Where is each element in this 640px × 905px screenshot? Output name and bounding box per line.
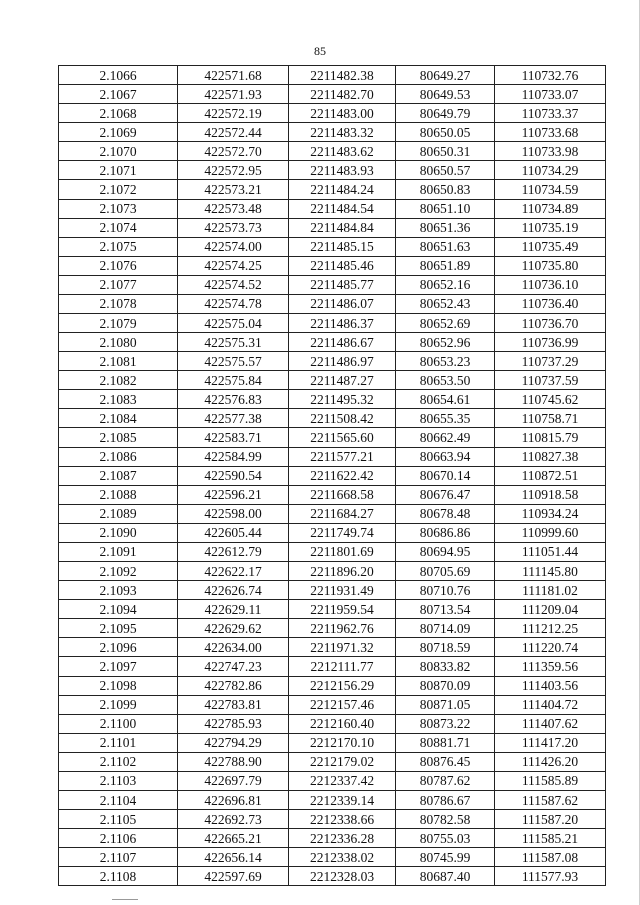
- value-b-cell: 2211896.20: [289, 562, 396, 581]
- value-d-cell: 110872.51: [495, 466, 606, 485]
- value-b-cell: 2211483.62: [289, 142, 396, 161]
- value-d-cell: 111585.21: [495, 829, 606, 848]
- value-b-cell: 2211485.15: [289, 237, 396, 256]
- value-d-cell: 111407.62: [495, 714, 606, 733]
- value-a-cell: 422697.79: [178, 771, 289, 790]
- table-row: [59, 161, 606, 180]
- value-c-cell: 80678.48: [396, 504, 495, 523]
- value-b-cell: 2211801.69: [289, 542, 396, 561]
- value-d-cell: 111587.08: [495, 848, 606, 867]
- value-a-cell: 422575.04: [178, 314, 289, 333]
- value-d-cell: 111181.02: [495, 581, 606, 600]
- value-b-cell: 2212111.77: [289, 657, 396, 676]
- table-row: [59, 199, 606, 218]
- value-c-cell: 80651.36: [396, 218, 495, 237]
- value-a-cell: 422596.21: [178, 485, 289, 504]
- value-c-cell: 80652.69: [396, 314, 495, 333]
- value-b-cell: 2211485.77: [289, 275, 396, 294]
- table-row: [59, 352, 606, 371]
- value-a-cell: 422575.57: [178, 352, 289, 371]
- value-d-cell: 111585.89: [495, 771, 606, 790]
- value-a-cell: 422584.99: [178, 447, 289, 466]
- value-c-cell: 80881.71: [396, 733, 495, 752]
- table-row: [59, 504, 606, 523]
- value-a-cell: 422583.71: [178, 428, 289, 447]
- value-a-cell: 422574.78: [178, 294, 289, 313]
- value-b-cell: 2211486.07: [289, 294, 396, 313]
- point-id-cell: 2.1103: [59, 771, 178, 790]
- value-b-cell: 2211495.32: [289, 390, 396, 409]
- value-c-cell: 80663.94: [396, 447, 495, 466]
- value-c-cell: 80713.54: [396, 600, 495, 619]
- value-d-cell: 110736.99: [495, 333, 606, 352]
- point-id-cell: 2.1093: [59, 581, 178, 600]
- value-d-cell: 111426.20: [495, 752, 606, 771]
- value-a-cell: 422598.00: [178, 504, 289, 523]
- value-a-cell: 422782.86: [178, 676, 289, 695]
- value-a-cell: 422590.54: [178, 466, 289, 485]
- value-b-cell: 2211483.32: [289, 123, 396, 142]
- value-d-cell: 110732.76: [495, 66, 606, 85]
- value-a-cell: 422573.21: [178, 180, 289, 199]
- value-d-cell: 110737.29: [495, 352, 606, 371]
- point-id-cell: 2.1085: [59, 428, 178, 447]
- value-c-cell: 80649.27: [396, 66, 495, 85]
- value-c-cell: 80833.82: [396, 657, 495, 676]
- value-c-cell: 80876.45: [396, 752, 495, 771]
- value-d-cell: 110999.60: [495, 523, 606, 542]
- value-d-cell: 110733.07: [495, 85, 606, 104]
- value-d-cell: 110733.37: [495, 104, 606, 123]
- value-a-cell: 422575.31: [178, 333, 289, 352]
- point-id-cell: 2.1100: [59, 714, 178, 733]
- value-c-cell: 80652.96: [396, 333, 495, 352]
- value-b-cell: 2212336.28: [289, 829, 396, 848]
- point-id-cell: 2.1086: [59, 447, 178, 466]
- value-d-cell: 110918.58: [495, 485, 606, 504]
- point-id-cell: 2.1074: [59, 218, 178, 237]
- point-id-cell: 2.1092: [59, 562, 178, 581]
- point-id-cell: 2.1106: [59, 829, 178, 848]
- value-d-cell: 111212.25: [495, 619, 606, 638]
- value-b-cell: 2211484.84: [289, 218, 396, 237]
- value-a-cell: 422574.25: [178, 256, 289, 275]
- point-id-cell: 2.1108: [59, 867, 178, 886]
- value-d-cell: 111404.72: [495, 695, 606, 714]
- value-b-cell: 2211482.70: [289, 85, 396, 104]
- value-d-cell: 110736.10: [495, 275, 606, 294]
- value-d-cell: 111587.20: [495, 810, 606, 829]
- value-c-cell: 80653.50: [396, 371, 495, 390]
- value-c-cell: 80649.79: [396, 104, 495, 123]
- point-id-cell: 2.1091: [59, 542, 178, 561]
- point-id-cell: 2.1095: [59, 619, 178, 638]
- table-row: [59, 294, 606, 313]
- value-c-cell: 80687.40: [396, 867, 495, 886]
- point-id-cell: 2.1081: [59, 352, 178, 371]
- value-b-cell: 2211577.21: [289, 447, 396, 466]
- value-b-cell: 2212337.42: [289, 771, 396, 790]
- value-b-cell: 2211484.24: [289, 180, 396, 199]
- table-row: [59, 600, 606, 619]
- point-id-cell: 2.1083: [59, 390, 178, 409]
- value-a-cell: 422788.90: [178, 752, 289, 771]
- value-d-cell: 110735.80: [495, 256, 606, 275]
- point-id-cell: 2.1079: [59, 314, 178, 333]
- value-b-cell: 2212156.29: [289, 676, 396, 695]
- table-row: [59, 218, 606, 237]
- value-c-cell: 80662.49: [396, 428, 495, 447]
- table-row: [59, 485, 606, 504]
- value-a-cell: 422605.44: [178, 523, 289, 542]
- point-id-cell: 2.1101: [59, 733, 178, 752]
- value-d-cell: 110736.70: [495, 314, 606, 333]
- value-d-cell: 111145.80: [495, 562, 606, 581]
- table-row: [59, 810, 606, 829]
- value-c-cell: 80651.10: [396, 199, 495, 218]
- value-b-cell: 2211486.37: [289, 314, 396, 333]
- value-c-cell: 80652.16: [396, 275, 495, 294]
- table-row: [59, 333, 606, 352]
- value-b-cell: 2211485.46: [289, 256, 396, 275]
- value-c-cell: 80787.62: [396, 771, 495, 790]
- value-c-cell: 80705.69: [396, 562, 495, 581]
- point-id-cell: 2.1094: [59, 600, 178, 619]
- value-c-cell: 80694.95: [396, 542, 495, 561]
- point-id-cell: 2.1099: [59, 695, 178, 714]
- point-id-cell: 2.1077: [59, 275, 178, 294]
- table-row: [59, 85, 606, 104]
- table-row: [59, 371, 606, 390]
- value-a-cell: 422575.84: [178, 371, 289, 390]
- value-a-cell: 422597.69: [178, 867, 289, 886]
- table-row: [59, 314, 606, 333]
- value-d-cell: 110736.40: [495, 294, 606, 313]
- value-c-cell: 80870.09: [396, 676, 495, 695]
- value-d-cell: 110734.29: [495, 161, 606, 180]
- point-id-cell: 2.1084: [59, 409, 178, 428]
- value-d-cell: 110815.79: [495, 428, 606, 447]
- value-b-cell: 2212338.66: [289, 810, 396, 829]
- table-row: [59, 848, 606, 867]
- value-d-cell: 111209.04: [495, 600, 606, 619]
- point-id-cell: 2.1089: [59, 504, 178, 523]
- point-id-cell: 2.1068: [59, 104, 178, 123]
- table-row: [59, 638, 606, 657]
- value-a-cell: 422571.68: [178, 66, 289, 85]
- value-d-cell: 111403.56: [495, 676, 606, 695]
- value-b-cell: 2212157.46: [289, 695, 396, 714]
- table-row: [59, 66, 606, 85]
- table-row: [59, 409, 606, 428]
- table-row: [59, 142, 606, 161]
- value-c-cell: 80710.76: [396, 581, 495, 600]
- value-a-cell: 422629.11: [178, 600, 289, 619]
- table-row: [59, 104, 606, 123]
- bottom-margin-mark: [112, 899, 138, 900]
- value-d-cell: 110735.49: [495, 237, 606, 256]
- point-id-cell: 2.1066: [59, 66, 178, 85]
- value-b-cell: 2211971.32: [289, 638, 396, 657]
- value-c-cell: 80653.23: [396, 352, 495, 371]
- table-row: [59, 714, 606, 733]
- value-b-cell: 2211684.27: [289, 504, 396, 523]
- value-c-cell: 80654.61: [396, 390, 495, 409]
- table-row: [59, 771, 606, 790]
- point-id-cell: 2.1096: [59, 638, 178, 657]
- value-c-cell: 80650.31: [396, 142, 495, 161]
- page-number: 85: [314, 44, 326, 58]
- value-b-cell: 2212160.40: [289, 714, 396, 733]
- value-b-cell: 2211486.97: [289, 352, 396, 371]
- value-d-cell: 111587.62: [495, 790, 606, 809]
- value-d-cell: 110737.59: [495, 371, 606, 390]
- table-row: [59, 790, 606, 809]
- value-c-cell: 80745.99: [396, 848, 495, 867]
- table-row: [59, 428, 606, 447]
- point-id-cell: 2.1082: [59, 371, 178, 390]
- value-a-cell: 422785.93: [178, 714, 289, 733]
- value-b-cell: 2211565.60: [289, 428, 396, 447]
- table-row: [59, 447, 606, 466]
- table-row: [59, 542, 606, 561]
- coordinates-table: [58, 65, 606, 886]
- value-c-cell: 80651.63: [396, 237, 495, 256]
- table-row: [59, 619, 606, 638]
- value-b-cell: 2211962.76: [289, 619, 396, 638]
- value-a-cell: 422574.52: [178, 275, 289, 294]
- point-id-cell: 2.1073: [59, 199, 178, 218]
- value-a-cell: 422626.74: [178, 581, 289, 600]
- value-a-cell: 422794.29: [178, 733, 289, 752]
- point-id-cell: 2.1102: [59, 752, 178, 771]
- value-c-cell: 80650.83: [396, 180, 495, 199]
- value-a-cell: 422573.73: [178, 218, 289, 237]
- table-row: [59, 275, 606, 294]
- table-body: [59, 66, 606, 886]
- value-a-cell: 422696.81: [178, 790, 289, 809]
- value-b-cell: 2211931.49: [289, 581, 396, 600]
- table-row: [59, 180, 606, 199]
- value-a-cell: 422629.62: [178, 619, 289, 638]
- value-c-cell: 80649.53: [396, 85, 495, 104]
- point-id-cell: 2.1075: [59, 237, 178, 256]
- value-a-cell: 422574.00: [178, 237, 289, 256]
- point-id-cell: 2.1080: [59, 333, 178, 352]
- value-d-cell: 111220.74: [495, 638, 606, 657]
- value-b-cell: 2211487.27: [289, 371, 396, 390]
- value-b-cell: 2211749.74: [289, 523, 396, 542]
- point-id-cell: 2.1098: [59, 676, 178, 695]
- value-d-cell: 110734.89: [495, 199, 606, 218]
- value-a-cell: 422572.70: [178, 142, 289, 161]
- value-d-cell: 110745.62: [495, 390, 606, 409]
- value-a-cell: 422634.00: [178, 638, 289, 657]
- value-c-cell: 80782.58: [396, 810, 495, 829]
- value-c-cell: 80873.22: [396, 714, 495, 733]
- table-row: [59, 562, 606, 581]
- value-c-cell: 80650.05: [396, 123, 495, 142]
- value-d-cell: 111417.20: [495, 733, 606, 752]
- value-b-cell: 2211486.67: [289, 333, 396, 352]
- value-a-cell: 422573.48: [178, 199, 289, 218]
- table-row: [59, 256, 606, 275]
- value-b-cell: 2211483.00: [289, 104, 396, 123]
- point-id-cell: 2.1087: [59, 466, 178, 485]
- table-row: [59, 829, 606, 848]
- table-row: [59, 123, 606, 142]
- value-b-cell: 2211484.54: [289, 199, 396, 218]
- value-a-cell: 422572.44: [178, 123, 289, 142]
- point-id-cell: 2.1090: [59, 523, 178, 542]
- value-a-cell: 422576.83: [178, 390, 289, 409]
- table-row: [59, 390, 606, 409]
- value-c-cell: 80718.59: [396, 638, 495, 657]
- point-id-cell: 2.1104: [59, 790, 178, 809]
- point-id-cell: 2.1097: [59, 657, 178, 676]
- value-b-cell: 2212328.03: [289, 867, 396, 886]
- table-row: [59, 676, 606, 695]
- table-row: [59, 733, 606, 752]
- value-c-cell: 80871.05: [396, 695, 495, 714]
- value-d-cell: 111051.44: [495, 542, 606, 561]
- value-b-cell: 2211622.42: [289, 466, 396, 485]
- value-a-cell: 422622.17: [178, 562, 289, 581]
- point-id-cell: 2.1071: [59, 161, 178, 180]
- value-c-cell: 80755.03: [396, 829, 495, 848]
- value-a-cell: 422572.95: [178, 161, 289, 180]
- value-c-cell: 80670.14: [396, 466, 495, 485]
- value-d-cell: 110733.98: [495, 142, 606, 161]
- value-a-cell: 422577.38: [178, 409, 289, 428]
- value-c-cell: 80786.67: [396, 790, 495, 809]
- value-a-cell: 422571.93: [178, 85, 289, 104]
- table-row: [59, 466, 606, 485]
- point-id-cell: 2.1072: [59, 180, 178, 199]
- value-a-cell: 422747.23: [178, 657, 289, 676]
- value-b-cell: 2212179.02: [289, 752, 396, 771]
- table-row: [59, 523, 606, 542]
- point-id-cell: 2.1069: [59, 123, 178, 142]
- value-d-cell: 110934.24: [495, 504, 606, 523]
- value-a-cell: 422665.21: [178, 829, 289, 848]
- value-b-cell: 2211959.54: [289, 600, 396, 619]
- value-c-cell: 80676.47: [396, 485, 495, 504]
- point-id-cell: 2.1070: [59, 142, 178, 161]
- value-b-cell: 2212170.10: [289, 733, 396, 752]
- value-c-cell: 80655.35: [396, 409, 495, 428]
- value-c-cell: 80650.57: [396, 161, 495, 180]
- value-d-cell: 110734.59: [495, 180, 606, 199]
- value-b-cell: 2211668.58: [289, 485, 396, 504]
- point-id-cell: 2.1105: [59, 810, 178, 829]
- value-c-cell: 80652.43: [396, 294, 495, 313]
- value-d-cell: 110827.38: [495, 447, 606, 466]
- value-d-cell: 110735.19: [495, 218, 606, 237]
- value-a-cell: 422612.79: [178, 542, 289, 561]
- point-id-cell: 2.1078: [59, 294, 178, 313]
- value-d-cell: 110758.71: [495, 409, 606, 428]
- value-c-cell: 80714.09: [396, 619, 495, 638]
- value-c-cell: 80686.86: [396, 523, 495, 542]
- value-b-cell: 2211482.38: [289, 66, 396, 85]
- point-id-cell: 2.1076: [59, 256, 178, 275]
- table-row: [59, 657, 606, 676]
- table-row: [59, 237, 606, 256]
- value-d-cell: 110733.68: [495, 123, 606, 142]
- value-b-cell: 2211483.93: [289, 161, 396, 180]
- table-row: [59, 695, 606, 714]
- point-id-cell: 2.1107: [59, 848, 178, 867]
- table-row: [59, 867, 606, 886]
- value-b-cell: 2211508.42: [289, 409, 396, 428]
- value-a-cell: 422656.14: [178, 848, 289, 867]
- value-a-cell: 422572.19: [178, 104, 289, 123]
- value-b-cell: 2212339.14: [289, 790, 396, 809]
- table-row: [59, 581, 606, 600]
- value-d-cell: 111577.93: [495, 867, 606, 886]
- value-b-cell: 2212338.02: [289, 848, 396, 867]
- value-c-cell: 80651.89: [396, 256, 495, 275]
- value-d-cell: 111359.56: [495, 657, 606, 676]
- value-a-cell: 422692.73: [178, 810, 289, 829]
- table-row: [59, 752, 606, 771]
- point-id-cell: 2.1067: [59, 85, 178, 104]
- point-id-cell: 2.1088: [59, 485, 178, 504]
- value-a-cell: 422783.81: [178, 695, 289, 714]
